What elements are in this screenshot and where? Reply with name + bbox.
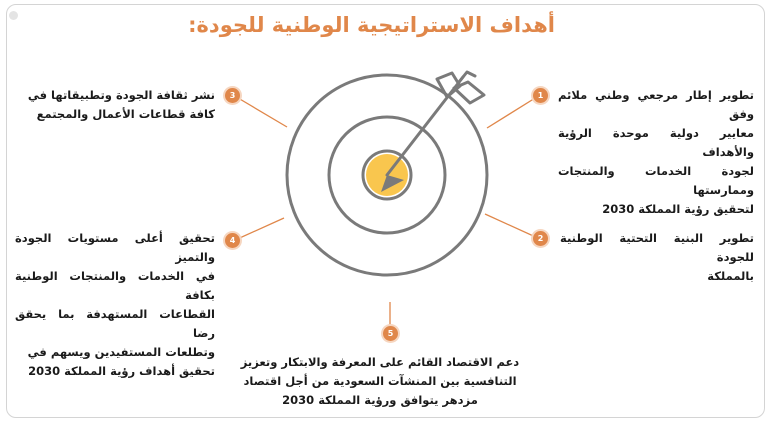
connector-line-3 [233,95,287,127]
goal-text-4: تحقيق أعلى مستويات الجودة والتميز في الخدمات والمنتجات الوطنية بكافة القطاعات المستهدفة بما يحقق رضا وتطلعات المستفيدين ويسهم في تحقيق أهداف رؤية المملكة 2030 [15,231,215,378]
goal-number-badge-1: 1 [533,88,548,103]
goal-text-3: نشر ثقافة الجودة وتطبيقاتها في كافة قطاعات الأعمال والمجتمع [27,88,215,121]
goal-number-badge-2: 2 [533,231,548,246]
connector-line-2 [485,214,540,239]
connector-line-4 [233,218,284,241]
goal-number-badge-4: 4 [225,233,240,248]
goal-text-1: تطوير إطار مرجعي وطني ملائم وفق معايير دولية موحدة الرؤية والأهداف لجودة الخدمات والمنتجات وممارستها لتحقيق رؤية المملكة 2030 [558,88,754,216]
arrow-fletching-lower [454,82,484,103]
goal-number-badge-5: 5 [383,326,398,341]
arrow-tail [459,72,475,82]
goal-text-2: تطوير البنية التحتية الوطنية للجودة بالمملكة [560,231,754,283]
goal-text-5: دعم الاقتصاد القائم على المعرفة والابتكار وتعزيز التنافسية بين المنشآت السعودية من أجل اقتصاد مزدهر يتوافق ورؤية المملكة 2030 [240,355,520,407]
page-title: أهداف الاستراتيجية الوطنية للجودة: [188,13,555,37]
goal-number-badge-3: 3 [225,88,240,103]
connector-line-1 [487,95,540,128]
